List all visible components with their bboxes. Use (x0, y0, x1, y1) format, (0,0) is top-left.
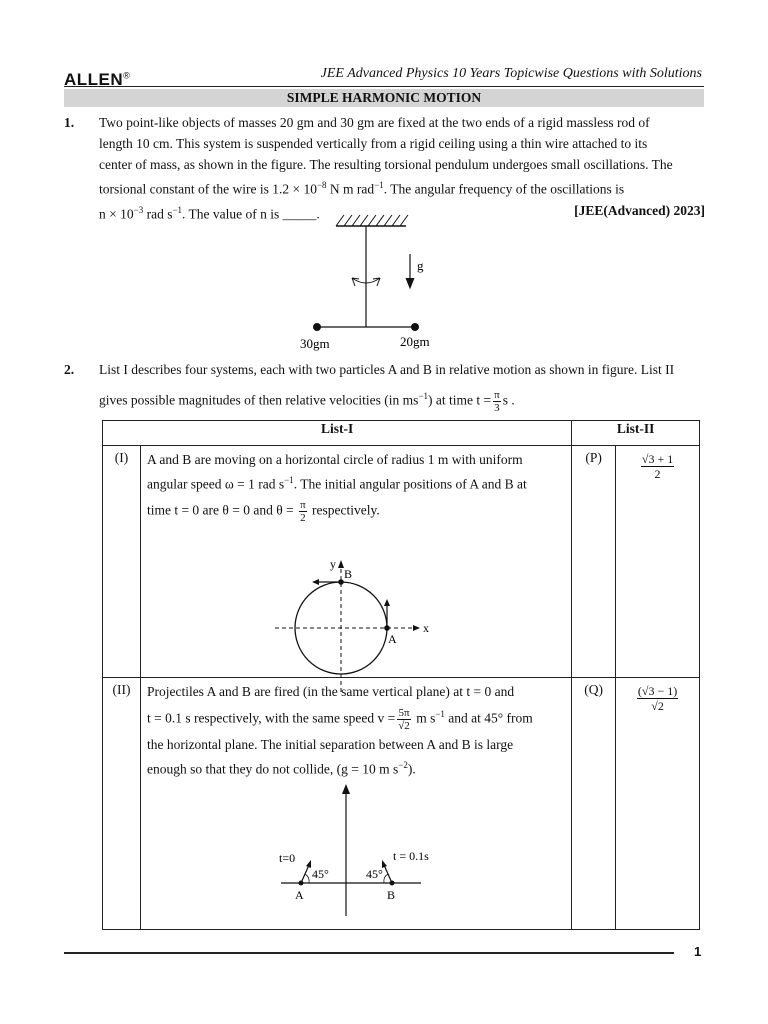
mass-right-label: 20gm (400, 334, 430, 349)
book-title: JEE Advanced Physics 10 Years Topicwise Questions with Solutions (320, 66, 702, 81)
footer-divider (64, 952, 674, 954)
list-1-header: List-I (103, 421, 572, 446)
list-matching-table (102, 420, 700, 930)
item-line: angular speed ω = 1 rad $s^{-1}$. The initial angular positions of A and B at (146, 475, 527, 492)
torsional-pendulum-figure (300, 210, 460, 355)
projectile-figure (269, 782, 449, 922)
publisher-logo: ALLEN® (64, 70, 131, 89)
velocity-a-arrowhead (384, 599, 390, 606)
section-title: SIMPLE HARMONIC MOTION (64, 89, 704, 107)
velocity-b-arrowhead (312, 579, 319, 585)
q2-line: gives possible magnitudes of then relative velocities (in $ms^{-1}$) at time t = $\frac{\pi}{3}$ s . (99, 388, 515, 414)
item-line: enough so that they do not collide, (g = 10 m $s^{-2}$). (146, 759, 416, 777)
q1-line: $n \times 10^{-3}$ rad $s^{-1}$. The value of n is _____. [JEE(Advanced) 2023] (99, 200, 705, 225)
item-line: time t = 0 are θ = 0 and θ = $\frac{\pi}{2}$ respectively. (146, 498, 380, 524)
row-label: (II) (103, 678, 141, 930)
page-number: 1 (694, 944, 702, 959)
point-b-label: B (386, 888, 395, 902)
list-1-item (140, 678, 571, 930)
list-1-item (140, 446, 571, 678)
table-row (103, 446, 700, 678)
question-2-text (99, 359, 705, 414)
q1-line: Two point-like objects of masses 20 gm and 30 gm are fixed at the two ends of a rigid massless rod of (99, 115, 650, 130)
header-divider (64, 86, 704, 87)
table-row (103, 678, 700, 930)
row-label: (I) (103, 446, 141, 678)
point-a-label: A (387, 632, 397, 646)
item-line: Projectiles A and B are fired (in the same vertical plane) at t = 0 and (146, 684, 515, 699)
angle-arc-a (305, 874, 309, 883)
item-line: the horizontal plane. The initial separation between A and B is large (146, 736, 514, 752)
q1-line: center of mass, as shown in the figure. The resulting torsional pendulum undergoes small oscillations. The (99, 157, 673, 172)
gravity-arrowhead (406, 278, 414, 288)
option-letter: (Q) (572, 678, 616, 930)
angle-b-label: 45° (365, 867, 383, 881)
list-2-item (616, 678, 700, 930)
circular-motion-figure (275, 556, 455, 696)
time-fraction: $\frac{\pi}{3}$ (494, 388, 500, 414)
mass-30gm (313, 323, 321, 331)
speed-fraction: $\frac{5\pi}{√2}$ (398, 706, 410, 732)
point-b-label: B (343, 567, 352, 581)
question-number-2: 2. (64, 362, 75, 377)
q1-line: torsional constant of the wire is $1.2 \times 10^{-8}$ N m rad$^{-1}$. The angular frequency of the oscillations is (99, 180, 625, 197)
question-1-text (99, 112, 705, 224)
x-axis-label: x (422, 621, 429, 635)
x-axis-arrowhead (413, 625, 420, 631)
gravity-label: g (417, 258, 424, 273)
point-a-label: A (294, 888, 304, 902)
list-2-header: List-II (572, 421, 700, 446)
vertical-axis-arrowhead (342, 784, 350, 794)
q1-line: length 10 cm. This system is suspended vertically from a rigid ceiling using a thin wire attached to its (99, 136, 648, 151)
q2-line: List I describes four systems, each with two particles A and B in relative motion as shown in figure. List II (99, 362, 675, 377)
option-letter: (P) (572, 446, 616, 678)
time-b-label: t = 0.1s (392, 849, 429, 863)
velocity-a-arrowhead (306, 860, 311, 868)
list-2-item (616, 446, 700, 678)
question-number-1: 1. (64, 115, 75, 130)
y-axis-label: y (329, 557, 336, 571)
table-header-row (103, 421, 700, 446)
item-line: A and B are moving on a horizontal circle of radius 1 m with uniform (146, 452, 523, 467)
angle-fraction: $\frac{\pi}{2}$ (300, 498, 306, 524)
item-line: t = 0.1 s respectively, with the same speed v = $\frac{5\pi}{√2}$ m $s^{-1}$ and at 45° from (146, 706, 533, 732)
mass-20gm (411, 323, 419, 331)
mass-left-label: 30gm (300, 336, 330, 351)
exam-reference: [JEE(Advanced) 2023] (574, 202, 705, 218)
angle-arc-b (384, 874, 388, 883)
ceiling-hatching (336, 215, 408, 226)
time-a-label: t=0 (278, 851, 296, 865)
option-p-expression: $\frac{√3 + 1}{2}$ (641, 452, 674, 481)
angle-a-label: 45° (311, 867, 329, 881)
option-q-expression: $\frac{(√3 - 1)}{√2}$ (637, 684, 678, 713)
